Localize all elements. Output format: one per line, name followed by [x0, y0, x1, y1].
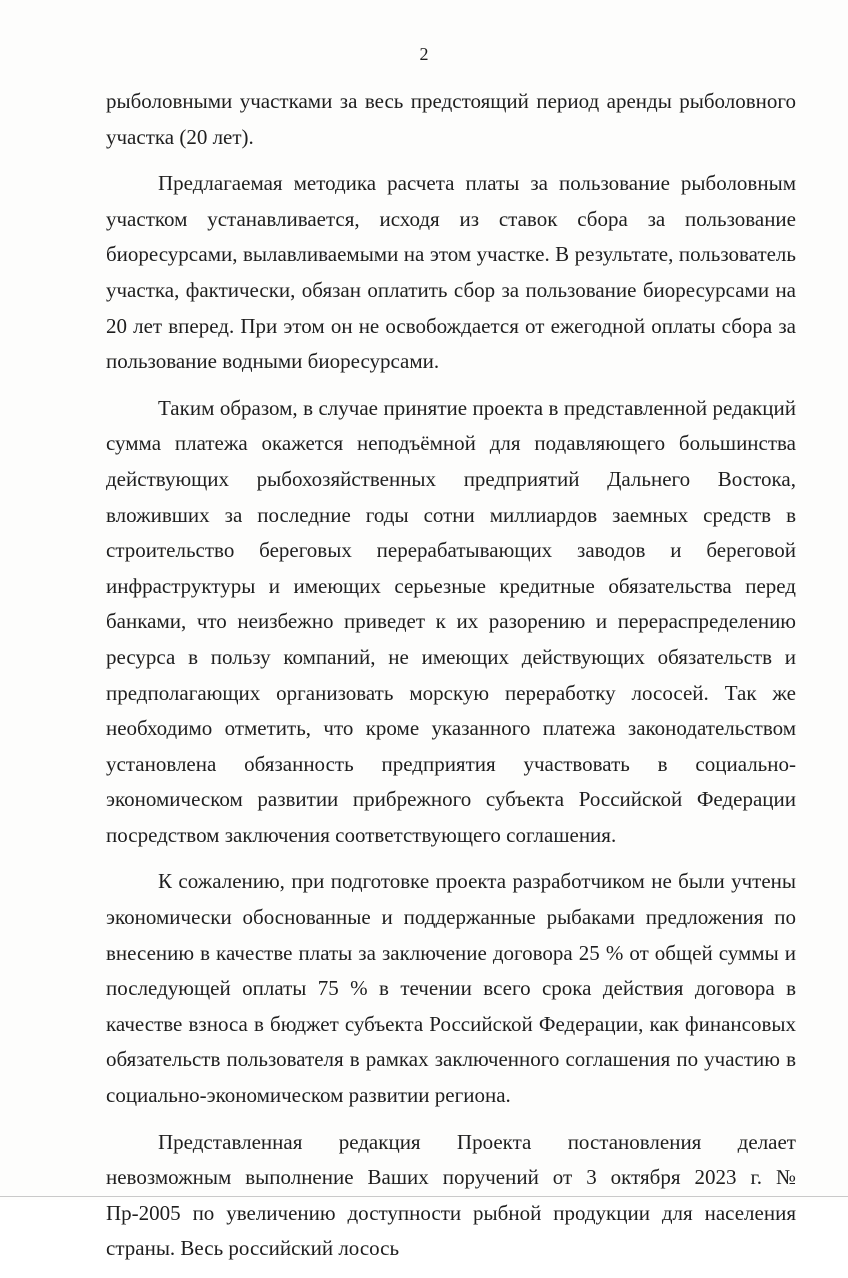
- paragraph-fee-methodology: Предлагаемая методика расчета платы за пользование рыболовным участком устанавливается, исходя из ставок сбора за пользование биоресурсами, вылавливаемыми на этом участке. В результате, пользователь участка, фактически, обязан оплатить сбор за пользование биоресурсами на 20 лет вперед. При этом он не освобождается от ежегодной оплаты сбора за пользование водными биоресурсами.: [106, 171, 796, 374]
- page-number: 2: [419, 44, 429, 64]
- paragraph-presidential-orders: Представленная редакция Проекта постановления делает невозможным выполнение Ваших поручений от 3 октября 2023 г. № Пр-2005 по увеличению доступности рыбной продукции для населения страны. Весь российский лосось: [106, 1129, 796, 1261]
- paragraph-consequences: Таким образом, в случае принятие проекта в представленной редакций сумма платежа окажется неподъёмной для подавляющего большинства действующих рыбохозяйственных предприятий Дальнего Востока, вложивших за последние годы сотни миллиардов заемных средств в строительство береговых перерабатывающих заводов и береговой инфраструктуры и имеющих серьезные кредитные обязательства перед банками, что неизбежно приведет к их разорению и перераспределению ресурса в пользу компаний, не имеющих действующих обязательств и предполагающих организовать морскую переработку лососей. Так же необходимо отметить, что кроме указанного платежа законодательством установлена обязанность предприятия участвовать в социально-экономическом развитии прибрежного субъекта Российской Федерации посредством заключения соответствующего соглашения.: [106, 395, 796, 847]
- page-bottom-edge: [0, 1196, 848, 1197]
- paragraph-proposals: К сожалению, при подготовке проекта разработчиком не были учтены экономически обоснованные и поддержанные рыбаками предложения по внесению в качестве платы за заключение договора 25 % от общей суммы и последующей оплаты 75 % в течении всего срока действия договора в качестве взноса в бюджет субъекта Российской Федерации, как финансовых обязательств пользователя в рамках заключенного соглашения по участию в социально-экономическом развитии региона.: [106, 869, 796, 1108]
- document-body: [106, 84, 796, 1278]
- paragraph-continuation: рыболовными участками за весь предстоящий период аренды рыболовного участка (20 лет).: [106, 89, 796, 149]
